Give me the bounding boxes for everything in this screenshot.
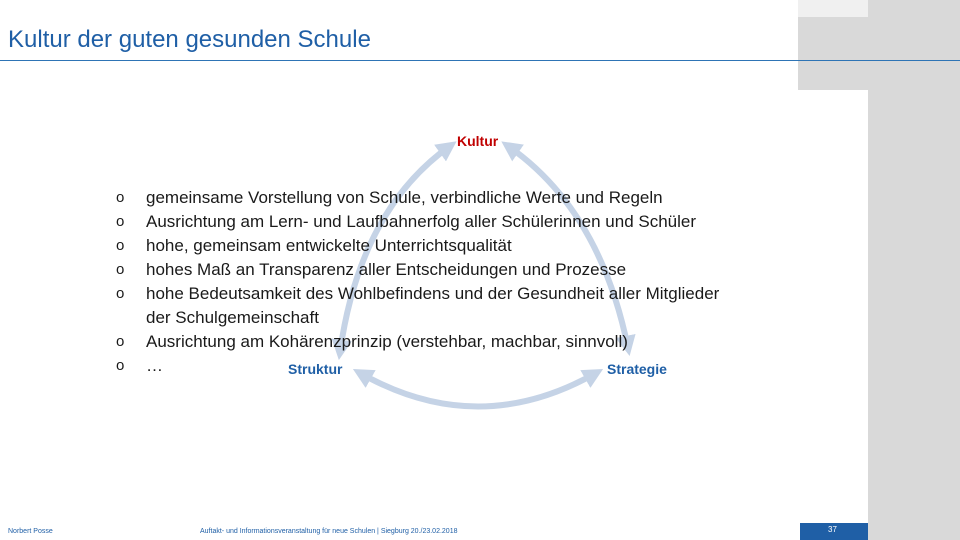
footer-side: [868, 526, 960, 540]
list-item-text: hohe Bedeutsamkeit des Wohlbefindens und der Gesundheit aller Mitglieder: [146, 284, 720, 303]
list-item-text: gemeinsame Vorstellung von Schule, verbindliche Werte und Regeln: [146, 188, 663, 207]
list-item: [116, 282, 719, 330]
list-item-continuation: der Schulgemeinschaft: [146, 308, 319, 327]
footer-author: Norbert Posse: [8, 528, 53, 535]
list-item-text: …: [146, 356, 163, 375]
list-item-text: hohes Maß an Transparenz aller Entscheidungen und Prozesse: [146, 260, 627, 279]
bullet-symbol: o: [116, 333, 125, 350]
bullet-symbol: o: [116, 285, 125, 302]
list-item-text: Ausrichtung am Lern- und Laufbahnerfolg aller Schülerinnen und Schüler: [146, 212, 697, 231]
list-item: [116, 258, 719, 282]
bullet-symbol: o: [116, 213, 125, 230]
node-strategie: Strategie: [607, 361, 667, 377]
list-item: [116, 354, 719, 378]
footer-event: Auftakt- und Informationsveranstaltung für neue Schulen | Siegburg 20./23.02.2018: [200, 528, 458, 535]
arrow-strategie-struktur: [360, 373, 596, 407]
list-item: [116, 330, 719, 354]
list-item-text: hohe, gemeinsam entwickelte Unterrichtsqualität: [146, 236, 512, 255]
bullet-symbol: o: [116, 237, 125, 254]
node-kultur: Kultur: [457, 133, 499, 149]
list-item-text: Ausrichtung am Kohärenzprinzip (verstehbar, machbar, sinnvoll): [146, 332, 628, 351]
list-item: [116, 186, 719, 210]
slide-title: Kultur der guten gesunden Schule: [8, 26, 371, 53]
node-struktur: Struktur: [288, 361, 343, 377]
page-number: 37: [828, 525, 837, 534]
bullet-symbol: o: [116, 189, 125, 206]
bullet-symbol: o: [116, 357, 125, 374]
bullet-symbol: o: [116, 261, 125, 278]
bullet-list: [116, 186, 719, 378]
list-item: [116, 210, 719, 234]
list-item: [116, 234, 719, 258]
